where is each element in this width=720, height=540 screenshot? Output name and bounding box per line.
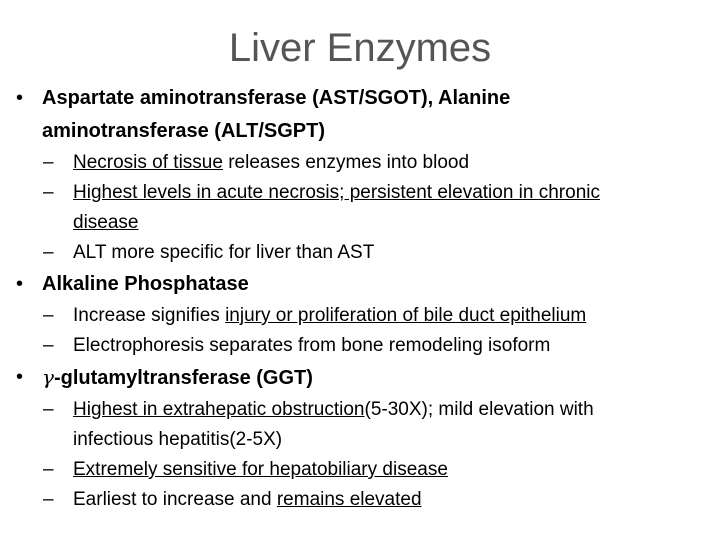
bullet-alkaline-phosphatase <box>16 268 712 301</box>
item-text: (5-30X); mild elevation with <box>364 399 594 420</box>
item-text: ALT more specific for liver than AST <box>73 242 375 263</box>
item-text: Electrophoresis separates from bone remodeling isoform <box>73 335 551 356</box>
item-text: Increase signifies <box>73 305 226 326</box>
underlined-text: remains elevated <box>276 489 422 510</box>
slide-body <box>0 82 720 515</box>
underlined-text: injury or proliferation of bile duct epithelium <box>225 305 587 326</box>
sub-item <box>43 301 716 331</box>
dash-marker: – <box>43 459 54 480</box>
underlined-text-cont: disease <box>73 212 139 233</box>
sub-item <box>43 485 716 515</box>
slide-title: Liver Enzymes <box>228 26 492 70</box>
sub-item <box>43 178 716 238</box>
bullet-marker: • <box>16 366 24 388</box>
dash-marker: – <box>43 305 54 326</box>
sub-item <box>43 238 716 268</box>
sub-item <box>43 455 716 485</box>
sub-item <box>43 331 716 361</box>
bullet-heading: Alkaline Phosphatase <box>42 273 249 295</box>
bullet-heading: Aspartate aminotransferase (AST/SGOT), Alanine <box>42 87 511 109</box>
bullet-heading-cont: aminotransferase (ALT/SGPT) <box>42 120 326 142</box>
dash-marker: – <box>43 152 54 173</box>
item-text-cont: infectious hepatitis(2-5X) <box>73 429 283 450</box>
dash-marker: – <box>43 489 54 510</box>
item-text: Earliest to increase and <box>73 489 277 510</box>
dash-marker: – <box>43 182 54 203</box>
bullet-marker: • <box>16 87 24 109</box>
underlined-text: Highest levels in acute necrosis; persistent elevation in chronic <box>73 182 600 203</box>
bullet-ast-alt <box>16 82 712 148</box>
gamma-symbol: γ <box>42 365 54 389</box>
dash-marker: – <box>43 399 54 420</box>
underlined-text: Highest in extrahepatic obstruction <box>73 399 365 420</box>
underlined-text: Necrosis of tissue <box>73 152 223 173</box>
bullet-marker: • <box>16 273 24 295</box>
dash-marker: – <box>43 335 54 356</box>
sub-item <box>43 395 716 455</box>
item-text: releases enzymes into blood <box>222 152 470 173</box>
sub-item <box>43 148 716 178</box>
bullet-ggt <box>16 361 712 395</box>
underlined-text: Extremely sensitive for hepatobiliary disease <box>73 459 448 480</box>
bullet-heading: -glutamyltransferase (GGT) <box>53 367 313 389</box>
dash-marker: – <box>43 242 54 263</box>
